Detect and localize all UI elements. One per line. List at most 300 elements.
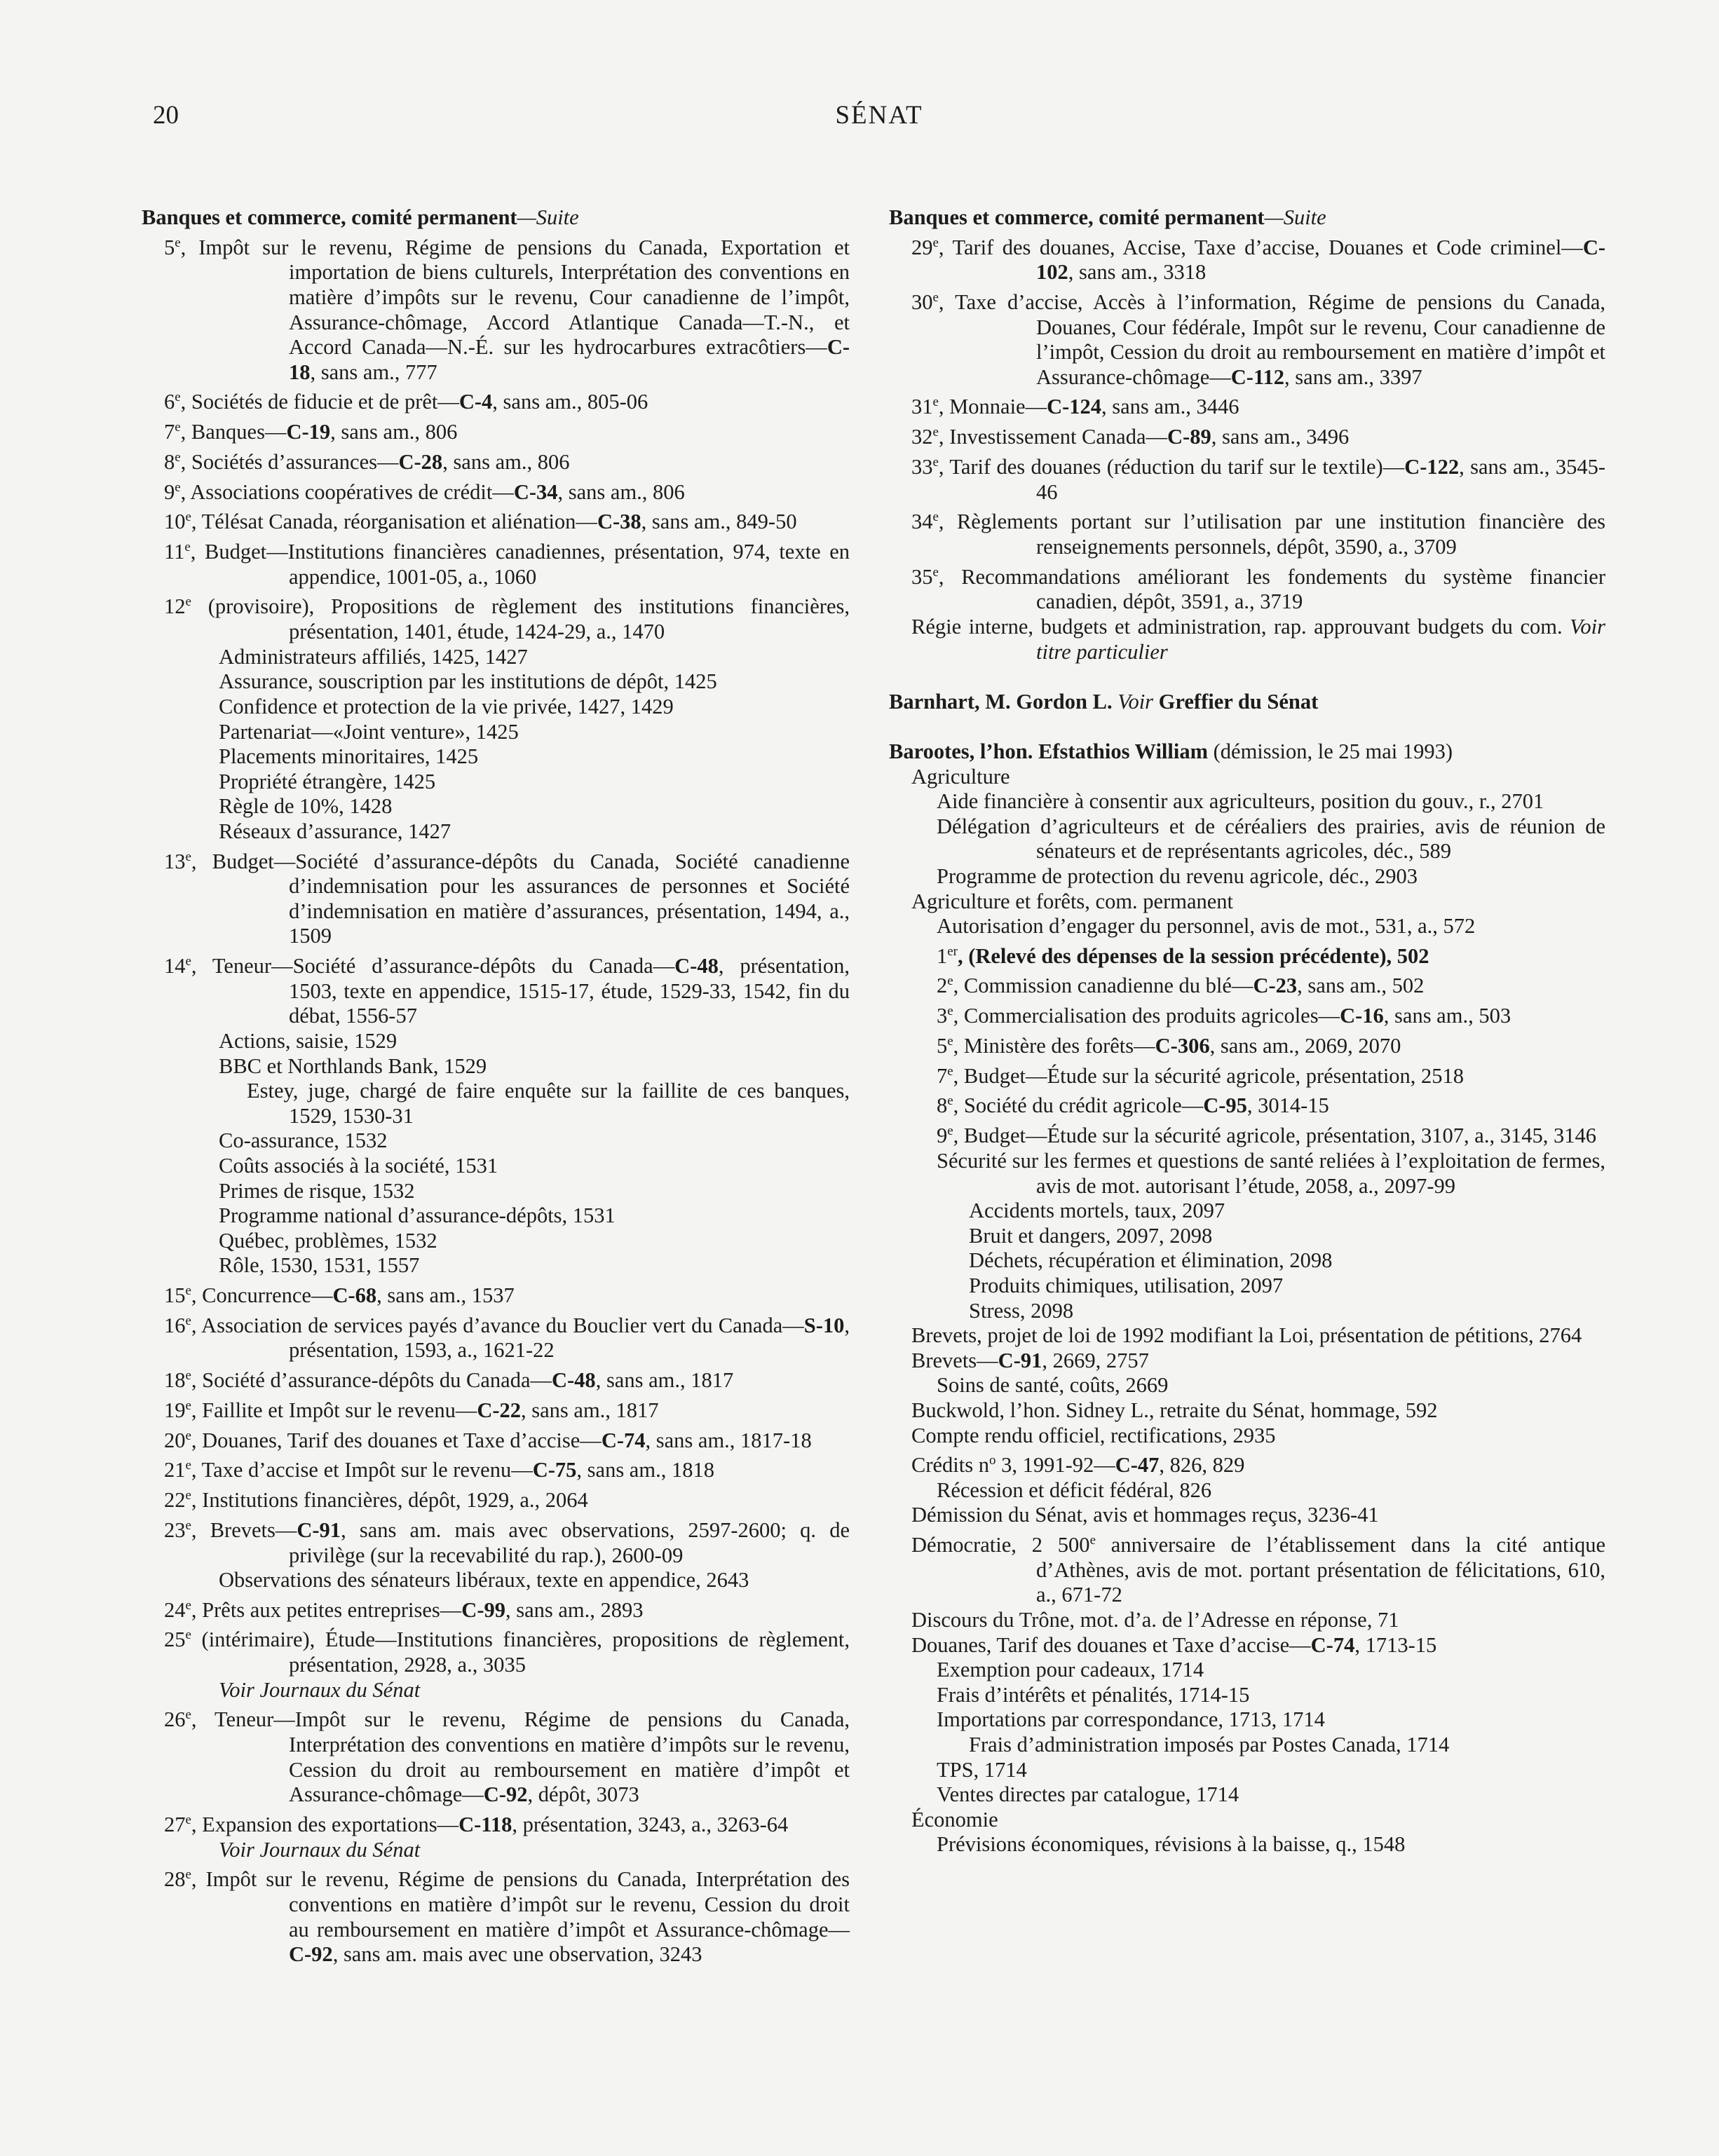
index-entry [889,615,1605,664]
entry-bold-text: C-95 [1203,1093,1247,1118]
left-column [142,205,850,1967]
index-entry [889,420,1605,450]
index-entry [142,819,850,845]
entry-text: , Ministère des forêts— [953,1034,1155,1058]
entry-text: Rôle, 1530, 1531, 1557 [219,1253,420,1278]
entry-text: e [932,395,939,410]
entry-text: 8 [164,449,175,474]
entry-text: 31 [911,395,933,419]
entry-text: Déchets, récupération et élimination, 2098 [969,1248,1333,1273]
entry-text: Québec, problèmes, 1532 [219,1228,437,1253]
index-entry [142,205,850,231]
entry-text: 14 [164,954,186,978]
entry-bold-text: C-34 [513,479,558,504]
index-entry [142,1253,850,1278]
entry-italic-text: —Suite [517,205,579,229]
index-entry [142,535,850,589]
entry-text: , sans am., 3545-46 [1036,455,1605,504]
entry-text: , Teneur—Société d’assurance-dépôts du Canada— [191,954,675,978]
entry-text: , Banques— [180,420,287,444]
entry-text: , sans am., 502 [1297,974,1425,998]
index-entry [142,845,850,950]
entry-text: Économie [911,1807,998,1831]
entry-bold-text: S-10 [803,1313,845,1337]
entry-text: e [175,479,181,495]
entry-text: , Budget—Institutions financières canadiennes, présentation, 974, texte en appendice, 1001-05, a., 1060 [190,540,850,589]
entry-text: , sans am. mais avec une observation, 3243 [332,1942,702,1967]
index-entry [889,1782,1605,1808]
entry-text: Agriculture et forêts, com. permanent [911,889,1234,913]
entry-text: anniversaire de l’établissement dans la cité antique d’Athènes, avis de mot. portant présentation de félicitations, 610, a., 671-72 [1036,1533,1605,1607]
index-entry [142,415,850,445]
entry-bold-text: C-4 [458,390,493,414]
entry-text: , sans am., 1817-18 [645,1428,812,1452]
entry-bold-text: Barootes, l’hon. Efstathios William [889,739,1209,763]
index-entry [889,1633,1605,1658]
entry-text: , sans am., 3318 [1068,260,1207,285]
entry-text: Accidents mortels, taux, 2097 [969,1199,1225,1223]
entry-text: Frais d’intérêts et pénalités, 1714-15 [937,1682,1250,1707]
index-entry [889,1373,1605,1398]
page-title: SÉNAT [835,101,923,130]
entry-text: (intérimaire), Étude—Institutions financières, propositions de règlement, présentation, 2928, a., 3035 [191,1628,850,1677]
entry-text: e [185,1628,191,1643]
entry-bold-text: C-23 [1253,974,1298,998]
entry-text: 13 [164,849,186,873]
index-entry [142,231,850,386]
entry-text: Brevets— [911,1348,998,1372]
index-entry [889,814,1605,864]
entry-bold-text: C-75 [532,1458,577,1482]
index-entry [142,1393,850,1424]
index-entry [889,1683,1605,1708]
index-entry [889,1503,1605,1528]
entry-text: , sans am., 1537 [376,1283,515,1308]
index-entry [889,1707,1605,1733]
entry-text: e [185,1428,191,1443]
entry-text: , Institutions financières, dépôt, 1929, a., 2064 [191,1488,588,1513]
entry-text: Confidence et protection de la vie privée, 1427, 1429 [219,694,674,718]
entry-text: e [175,420,181,435]
entry-text: Administrateurs affiliés, 1425, 1427 [219,644,528,669]
entry-text: , Associations coopératives de crédit— [180,479,514,504]
index-entry [889,1398,1605,1424]
index-entry [889,969,1605,999]
entry-bold-text: C-306 [1155,1034,1210,1058]
entry-text: 24 [164,1597,186,1622]
right-column [889,205,1605,1857]
entry-text: e [175,390,181,405]
entry-text: , Impôt sur le revenu, Régime de pensions du Canada, Exportation et importation de biens culturels, Interprétation des conventions en matière d’impôts sur le revenu, Cour canadienne de l’impôt, Assurance-chômage, Accord Atlantique Canada—T.-N., et Accord Canada—N.-É. sur les hydrocarbures extracôtiers— [180,235,850,360]
entry-text: Propriété étrangère, 1425 [219,769,436,793]
entry-spacer [889,664,1605,690]
index-entry [142,1154,850,1179]
entry-text: Démission du Sénat, avis et hommages reçus, 3236-41 [911,1503,1379,1527]
entry-text: e [185,1707,191,1723]
entry-text: Brevets, projet de loi de 1992 modifiant la Loi, présentation de pétitions, 2764 [911,1323,1582,1348]
entry-text: , sans am., 2069, 2070 [1209,1034,1401,1058]
index-entry [142,1623,850,1677]
entry-bold-text: C-124 [1047,395,1102,419]
entry-text: , présentation, 1593, a., 1621-22 [289,1313,850,1363]
index-entry [889,1424,1605,1449]
entry-text: e [947,1093,953,1109]
index-entry [142,1054,850,1079]
entry-text: , Règlements portant sur l’utilisation par une institution financière des renseignements personnels, dépôt, 3590, a., 3709 [938,510,1605,559]
entry-text: , sans am., 503 [1383,1004,1511,1028]
entry-text: , Teneur—Impôt sur le revenu, Régime de pensions du Canada, Interprétation des conventions en matière d’impôts sur le revenu, Cession du droit au remboursement en matière d’impôt et Assurance-chômage— [191,1707,850,1807]
entry-text: e [185,510,191,525]
entry-text: e [932,564,939,580]
entry-text: , sans am., 1817 [595,1368,734,1393]
entry-text: 27 [164,1813,186,1837]
index-entry [889,1029,1605,1059]
index-entry [142,1278,850,1309]
entry-bold-text: C-102 [1036,235,1605,285]
entry-text: Réseaux d’assurance, 1427 [219,819,451,843]
entry-italic-text: —Suite [1264,205,1326,229]
entry-text: , Budget—Étude sur la sécurité agricole, présentation, 2518 [953,1063,1465,1088]
entry-text: o [988,1453,996,1468]
entry-bold-text: Banques et commerce, comité permanent [889,205,1265,229]
index-entry [889,505,1605,559]
entry-text: BBC et Northlands Bank, 1529 [219,1053,487,1078]
index-entry [142,949,850,1029]
index-entry [142,1309,850,1363]
entry-bold-text: C-16 [1340,1004,1384,1028]
entry-text: , Investissement Canada— [938,425,1168,449]
index-entry [889,390,1605,420]
index-entry [889,939,1605,969]
entry-text: 9 [937,1124,948,1148]
entry-text: , 2669, 2757 [1042,1348,1149,1372]
entry-text: , Douanes, Tarif des douanes et Taxe d’accise— [191,1428,602,1452]
entry-text: Observations des sénateurs libéraux, texte en appendice, 2643 [219,1568,749,1592]
index-entry [142,505,850,535]
entry-text: 19 [164,1398,186,1422]
index-entry [889,205,1605,231]
entry-text: 16 [164,1313,186,1337]
entry-text: e [185,1283,191,1298]
entry-text: e [947,1124,953,1139]
index-entry [142,720,850,745]
entry-text: , Brevets— [191,1517,297,1542]
entry-text [1153,690,1159,714]
entry-text: , Faillite et Impôt sur le revenu— [191,1398,477,1422]
entry-text: , Tarif des douanes, Accise, Taxe d’accise, Douanes et Code criminel— [938,235,1583,259]
entry-text: , sans am., 1817 [521,1398,659,1422]
index-entry [889,1248,1605,1274]
entry-italic-text: Voir titre particulier [1036,615,1605,664]
entry-text: e [185,1517,191,1533]
index-entry [889,285,1605,390]
entry-text: Ventes directes par catalogue, 1714 [937,1782,1239,1807]
entry-text: 15 [164,1283,186,1308]
entry-text: Délégation d’agriculteurs et de céréaliers des prairies, avis de réunion de sénateurs et de représentants agricoles, déc., 589 [937,814,1605,864]
entry-bold-text: Greffier du Sénat [1158,689,1319,714]
entry-bold-text: C-112 [1230,364,1285,389]
index-entry [889,1274,1605,1299]
entry-bold-text: C-18 [289,335,850,384]
entry-text: Régie interne, budgets et administration, rap. approuvant budgets du com. [911,615,1570,639]
index-entry [889,1199,1605,1224]
index-entry [142,1838,850,1863]
entry-text: e [932,510,939,525]
index-entry [889,1299,1605,1324]
entry-text: 29 [911,235,933,259]
index-entry [889,1119,1605,1149]
entry-text: 6 [164,390,175,414]
entry-text: Bruit et dangers, 2097, 2098 [969,1223,1213,1248]
entry-text: , sans am., 806 [557,479,685,504]
entry-text: 8 [937,1093,948,1118]
entry-bold-text: C-19 [286,420,331,444]
entry-text: Autorisation d’engager du personnel, avis de mot., 531, a., 572 [937,914,1476,939]
entry-text: Crédits n [911,1453,989,1478]
entry-bold-text: Barnhart, M. Gordon L. [889,689,1113,714]
entry-text: 22 [164,1488,186,1513]
entry-text: e [175,235,181,250]
entry-text: 10 [164,510,186,534]
entry-text: 7 [937,1063,948,1088]
index-entry [889,1528,1605,1608]
entry-text: 7 [164,420,175,444]
index-entry [142,1363,850,1393]
index-entry [889,1448,1605,1478]
entry-bold-text: C-91 [998,1348,1042,1372]
index-entry [142,1568,850,1593]
entry-text: Agriculture [911,764,1010,789]
entry-text: 23 [164,1517,186,1542]
index-entry [142,1808,850,1838]
index-entry [889,1349,1605,1374]
entry-text: , Commission canadienne du blé— [953,974,1253,998]
entry-bold-text: C-89 [1167,425,1211,449]
entry-text: TPS, 1714 [937,1757,1027,1782]
entry-text: , Association de services payés d’avance du Bouclier vert du Canada— [191,1313,804,1337]
entry-text: , Impôt sur le revenu, Régime de pensions du Canada, Interprétation des conventions en matière d’impôt sur le revenu, Cession du droit au remboursement en matière d’impôt et Assurance-chômage— [191,1867,850,1942]
entry-text: (démission, le 25 mai 1993) [1208,739,1453,763]
index-entry [889,1089,1605,1119]
entry-text: Actions, saisie, 1529 [219,1028,398,1053]
page-number: 20 [153,101,179,130]
entry-bold-text: C-47 [1115,1453,1160,1478]
index-entry [889,739,1605,765]
entry-text: 26 [164,1707,186,1732]
entry-text: , sans am., 2893 [505,1597,644,1622]
entry-text: Produits chimiques, utilisation, 2097 [969,1273,1284,1297]
index-entry [142,1703,850,1808]
entry-text: 18 [164,1368,186,1393]
entry-bold-text: , (Relevé des dépenses de la session précédente), 502 [957,943,1429,968]
entry-text: 3, 1991-92— [996,1453,1115,1478]
index-entry [889,999,1605,1029]
entry-text: e [932,235,939,250]
entry-text: e [947,1063,953,1079]
index-entry [889,1733,1605,1758]
index-entry [889,1149,1605,1199]
entry-text: e [185,1313,191,1328]
entry-text: , présentation, 1503, texte en appendice, 1515-17, étude, 1529-33, 1542, fin du débat, 1556-57 [289,954,850,1028]
entry-text: , Budget—Société d’assurance-dépôts du Canada, Société canadienne d’indemnisation pour les assurances de personnes et Société d’indemnisation en matière d’assurances, présentation, 1494, a., 1509 [191,849,850,948]
entry-text: Programme national d’assurance-dépôts, 1531 [219,1203,616,1228]
entry-text: , 826, 829 [1159,1453,1245,1478]
index-entry [889,231,1605,285]
entry-text: , Tarif des douanes (réduction du tarif sur le textile)— [938,455,1405,479]
entry-text: , sans am., 849-50 [641,510,797,534]
entry-text: Importations par correspondance, 1713, 1714 [937,1707,1325,1732]
index-entry [889,789,1605,814]
entry-text: 12 [164,594,186,619]
entry-text: , Taxe d’accise, Accès à l’information, Régime de pensions du Canada, Douanes, Cour fédérale, Impôt sur le revenu, Cour canadienne de l’impôt, Cession du droit au remboursement en matière d’impôt et Assurance-chômage— [938,290,1605,389]
index-entry [142,475,850,505]
entry-text: 5 [164,235,175,259]
entry-text: , Commercialisation des produits agricoles— [953,1004,1340,1028]
entry-bold-text: C-48 [674,954,719,978]
entry-text: Buckwold, l’hon. Sidney L., retraite du Sénat, hommage, 592 [911,1398,1438,1422]
entry-text: (provisoire), Propositions de règlement des institutions financières, présentation, 1401, étude, 1424-29, a., 1470 [191,594,850,644]
entry-text: Règle de 10%, 1428 [219,794,393,819]
index-entry [889,864,1605,889]
index-entry [142,445,850,475]
index-entry [889,765,1605,790]
entry-bold-text: C-91 [297,1517,341,1542]
entry-text: 33 [911,455,933,479]
index-entry [889,1758,1605,1783]
index-entry [889,690,1605,715]
entry-bold-text: C-122 [1404,455,1460,479]
entry-text: , Concurrence— [191,1283,333,1308]
index-entry [889,1608,1605,1633]
index-entry [142,744,850,770]
entry-text: Stress, 2098 [969,1298,1074,1323]
index-entry [142,1424,850,1454]
entry-text: Douanes, Tarif des douanes et Taxe d’accise— [911,1632,1311,1657]
entry-text: , Sociétés d’assurances— [180,449,399,474]
entry-text: er [947,943,958,959]
index-entry [142,770,850,795]
entry-text: , sans am., 1818 [576,1458,714,1482]
index-entry [142,1029,850,1054]
entry-text: e [947,1033,953,1049]
entry-bold-text: C-99 [461,1597,505,1622]
entry-text: 30 [911,290,933,315]
entry-text: , sans am., 806 [330,420,458,444]
entry-text: , sans am., 777 [310,360,437,384]
entry-text: Placements minoritaires, 1425 [219,744,479,769]
entry-text: e [185,1812,191,1827]
entry-text: Frais d’administration imposés par Postes Canada, 1714 [969,1732,1450,1756]
entry-text: 9 [164,479,175,504]
entry-bold-text: C-92 [289,1942,333,1967]
entry-text: Co-assurance, 1532 [219,1128,388,1153]
entry-italic-text: Voir Journaux du Sénat [219,1677,421,1702]
entry-text: 1 [937,943,948,968]
index-entry [142,1483,850,1513]
entry-text: , 3014-15 [1246,1093,1329,1118]
index-entry [142,385,850,415]
entry-text: e [932,289,939,305]
entry-text: , sans am., 3397 [1284,364,1422,389]
entry-text: Coûts associés à la société, 1531 [219,1153,498,1178]
index-entry [889,560,1605,615]
entry-italic-text: Voir Journaux du Sénat [219,1837,421,1862]
entry-text: e [185,594,191,610]
entry-text: 2 [937,974,948,998]
entry-text: 28 [164,1867,186,1892]
index-entry [142,669,850,695]
entry-text: e [175,449,181,465]
entry-text: , Prêts aux petites entreprises— [191,1597,462,1622]
entry-text: Discours du Trône, mot. d’a. de l’Adresse en réponse, 71 [911,1607,1399,1632]
entry-bold-text: C-118 [458,1813,512,1837]
entry-bold-text: C-28 [398,449,443,474]
index-entry [142,1179,850,1204]
entry-bold-text: C-48 [552,1368,596,1393]
entry-text: e [185,954,191,969]
entry-text: Sécurité sur les fermes et questions de santé reliées à l’exploitation de fermes, avis de mot. autorisant l’étude, 2058, a., 2097-99 [937,1148,1605,1198]
entry-text: , Expansion des exportations— [191,1813,459,1837]
entry-text: , Monnaie— [938,395,1047,419]
index-entry [142,794,850,819]
entry-text: e [185,1398,191,1413]
entry-text: 5 [937,1034,948,1058]
entry-text: , dépôt, 3073 [527,1782,639,1807]
index-entry [889,889,1605,915]
entry-text: e [185,1867,191,1883]
entry-text: e [932,425,939,440]
entry-bold-text: C-74 [601,1428,646,1452]
index-entry [142,589,850,644]
entry-bold-text: C-92 [483,1782,528,1807]
entry-text: , Recommandations améliorant les fondements du système financier canadien, dépôt, 3591, a., 3719 [938,564,1605,614]
index-entry [142,1453,850,1483]
entry-text: Partenariat—«Joint venture», 1425 [219,719,519,744]
entry-text: 25 [164,1628,186,1652]
entry-bold-text: C-74 [1310,1632,1355,1657]
entry-text: Prévisions économiques, révisions à la baisse, q., 1548 [937,1832,1406,1857]
index-entry [142,1678,850,1703]
index-entry [889,1323,1605,1349]
entry-text: , sans am., 805-06 [492,390,648,414]
entry-text: e [947,1004,953,1019]
entry-text: Aide financière à consentir aux agriculteurs, position du gouv., r., 2701 [937,789,1544,814]
entry-text: Primes de risque, 1532 [219,1178,415,1203]
page-header [153,100,1605,138]
entry-text: Assurance, souscription par les institutions de dépôt, 1425 [219,669,717,694]
entry-text: , sans am. mais avec observations, 2597-2600; q. de privilège (sur la recevabilité du rap.), 2600-09 [289,1517,850,1567]
index-entry [889,1224,1605,1249]
entry-text: 11 [164,540,185,564]
entry-text: e [185,849,191,864]
entry-text: e [932,454,939,470]
entry-italic-text: Voir [1117,689,1154,714]
entry-spacer [889,714,1605,739]
entry-text: Démocratie, 2 500 [911,1533,1090,1557]
entry-text: 21 [164,1458,186,1482]
index-entry [142,1229,850,1254]
entry-text: 34 [911,510,933,534]
index-entry [142,1203,850,1229]
entry-text: , sans am., 3446 [1101,395,1239,419]
entry-text: 3 [937,1004,948,1028]
index-entry [889,1059,1605,1089]
index-entry [142,645,850,670]
entry-text: 20 [164,1428,186,1452]
entry-text: , Budget—Étude sur la sécurité agricole, présentation, 3107, a., 3145, 3146 [953,1124,1596,1148]
entry-text: e [947,974,953,989]
index-entry [889,914,1605,939]
